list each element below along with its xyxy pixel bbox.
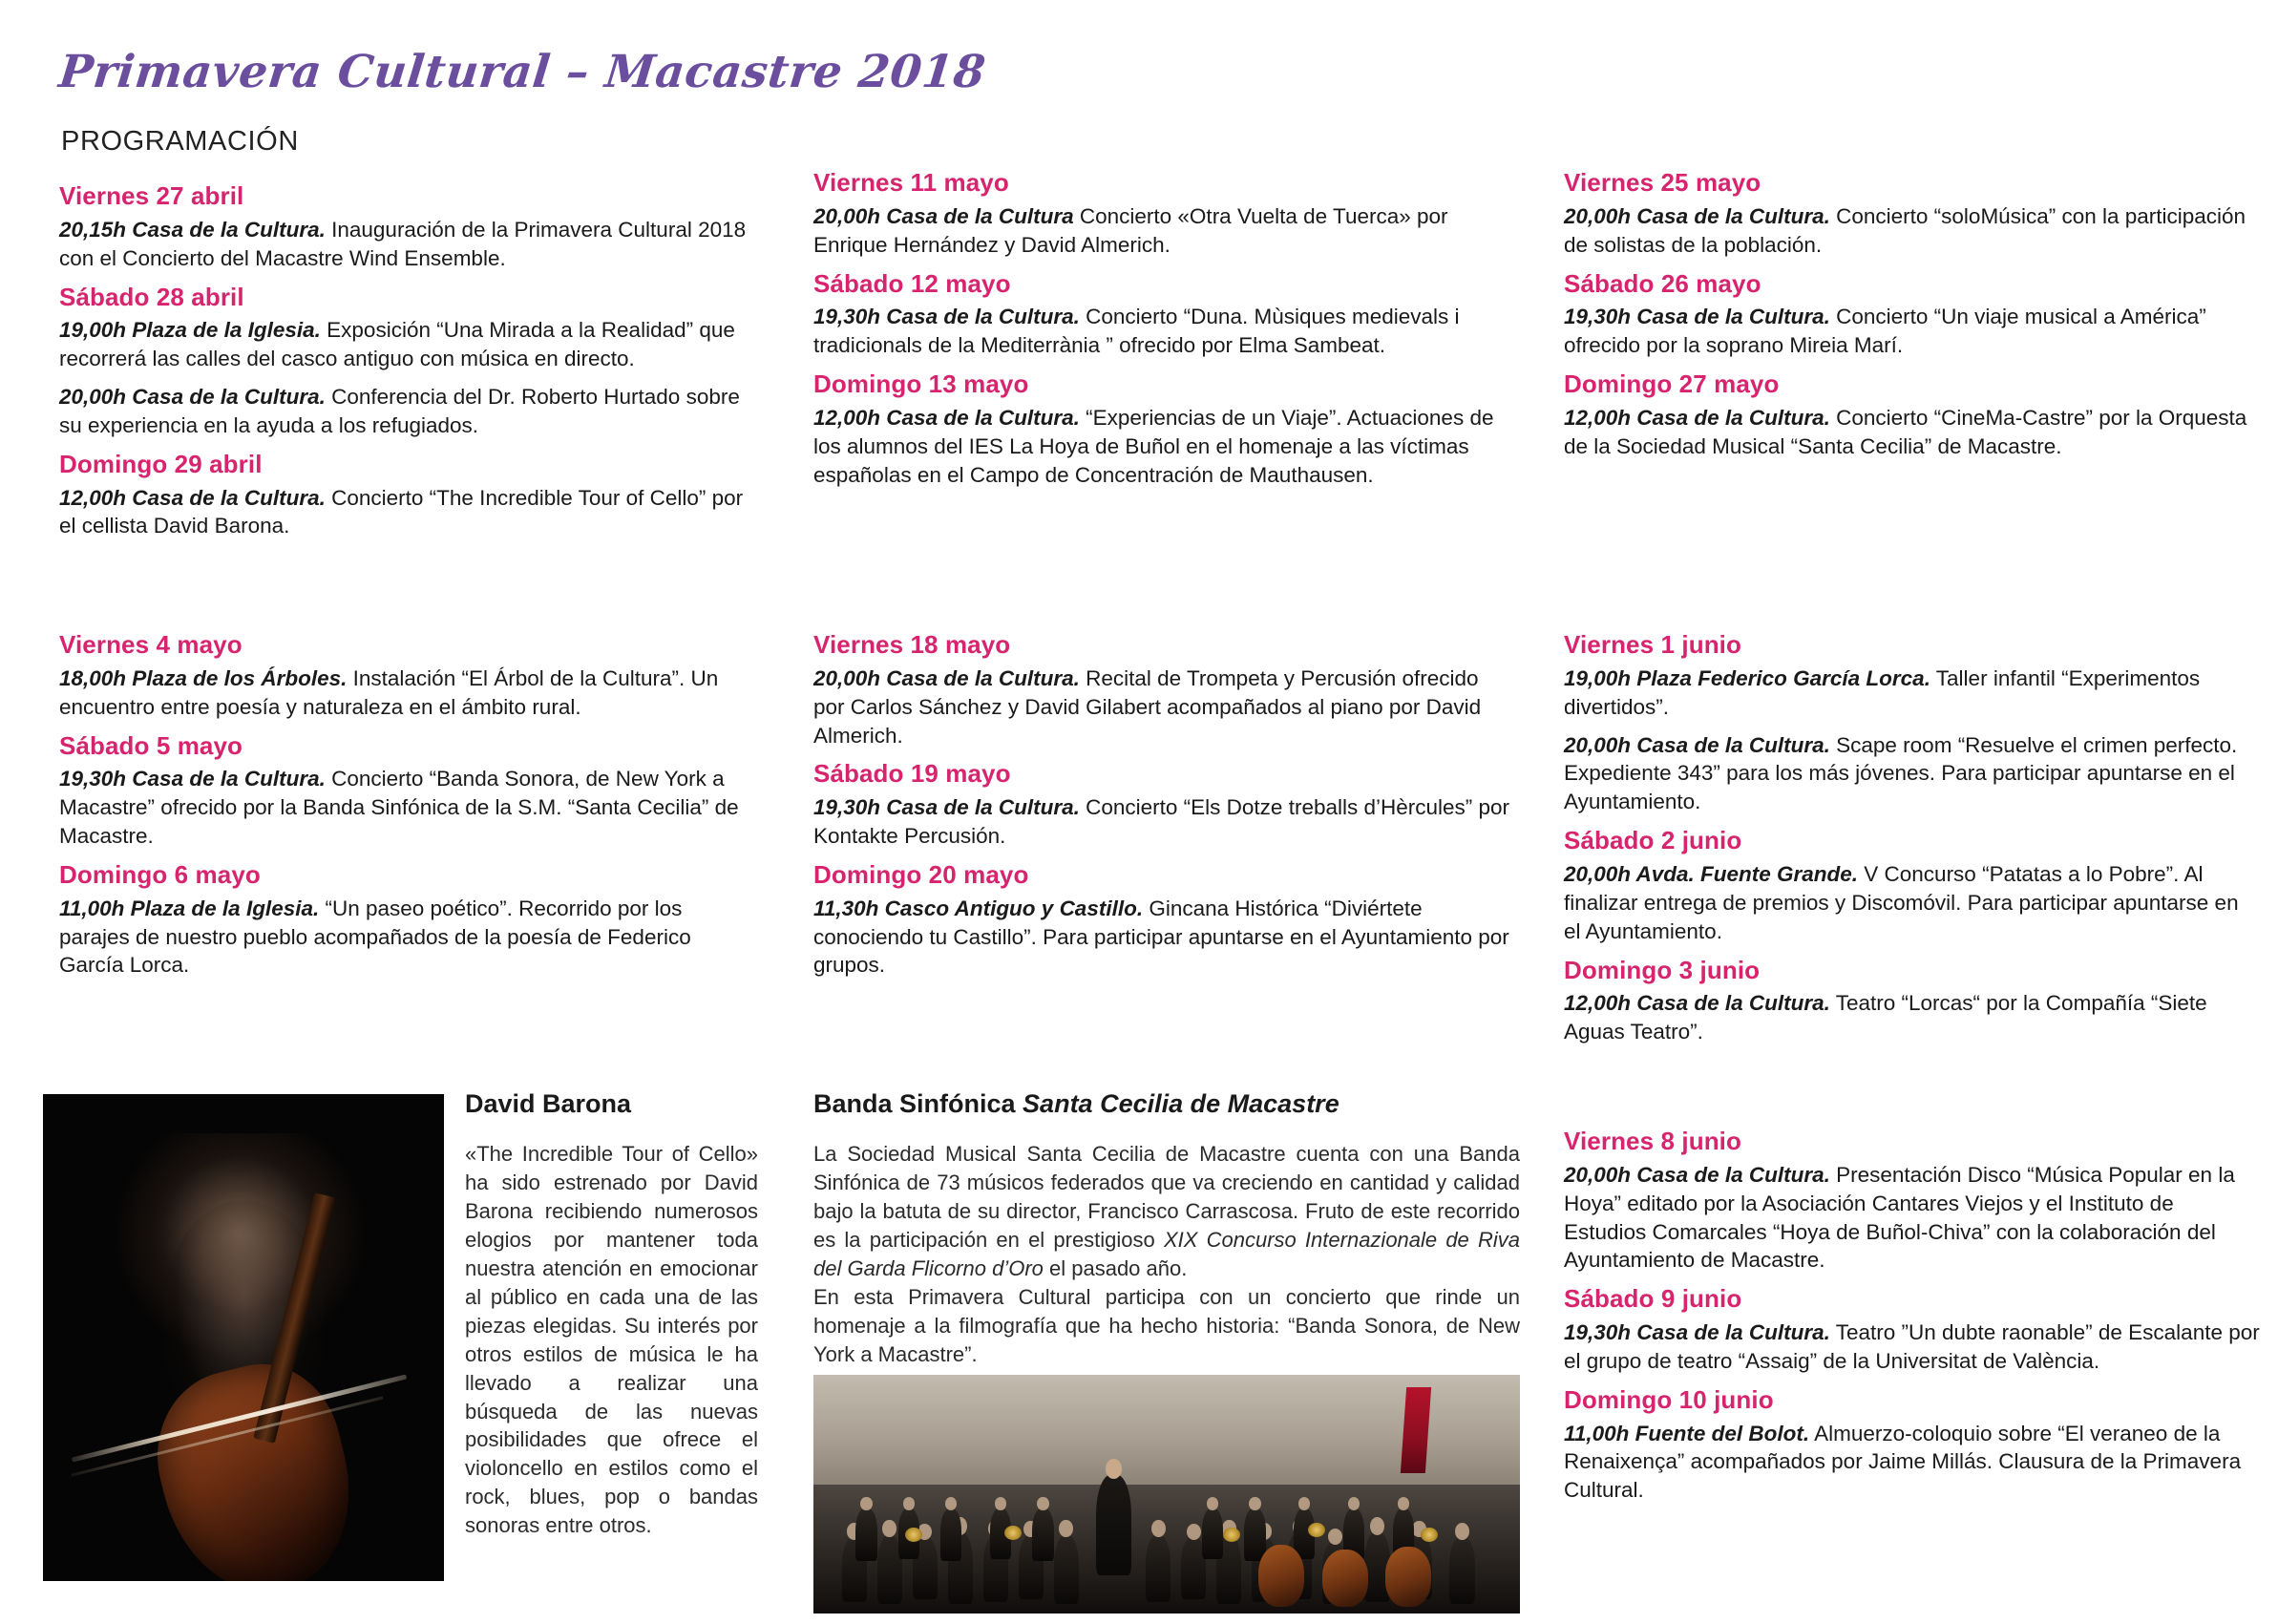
day-heading: Sábado 5 mayo [59,730,243,760]
day-heading: Viernes 25 mayo [1564,168,1761,197]
day-heading: Sábado 26 mayo [1564,268,1761,298]
event-entry [1564,664,2261,722]
event-description: Concierto «Otra Vuelta de Tuerca» por Enrique Hernández y David Almerich. [813,203,1448,257]
photo-musician [1032,1508,1053,1561]
event-time-venue: 19,00h Plaza Federico García Lorca. [1564,665,1930,690]
event-description: Concierto “CineMa-Castre” por la Orquesta de la Sociedad Musical “Santa Cecilia” de Macastre. [1564,405,2247,458]
event-time-venue: 19,30h Casa de la Cultura. [59,767,326,791]
day-heading: Viernes 4 mayo [59,630,243,659]
event-description: Exposición “Una Mirada a la Realidad” que recorrerá las calles del casco antiguo con música en directo. [59,318,735,371]
event-entry [1564,1161,2261,1276]
event-entry [813,793,1510,851]
photo-brass-instrument [1308,1523,1325,1537]
group-june-second [1564,1127,2261,1514]
event-description: Taller infantil “Experimentos divertidos”. [1564,665,2201,719]
feature-text-run: el pasado año. [1043,1256,1188,1281]
event-entry [59,216,756,273]
event-entry [1564,860,2261,946]
event-entry [1564,1318,2261,1376]
group-may-first [59,630,756,989]
event-entry [1564,404,2261,461]
day-heading: Domingo 3 junio [1564,955,1761,984]
feature-title-text: David Barona [465,1089,632,1118]
day-heading: Viernes 8 junio [1564,1127,1741,1155]
event-time-venue: 11,30h Casco Antiguo y Castillo. [813,896,1144,920]
day-heading: Viernes 27 abril [59,181,244,210]
event-entry [1564,202,2261,260]
feature-title [465,1088,758,1119]
event-time-venue: 20,00h Avda. Fuente Grande. [1564,861,1859,886]
event-description: V Concurso “Patatas a lo Pobre”. Al finalizar entrega de premios y Discomóvil. Para participar apuntarse en el Ayuntamiento. [1564,861,2239,943]
event-time-venue: 20,00h Casa de la Cultura. [1564,1162,1830,1187]
event-description: Concierto “Duna. Mùsiques medievals i tradicionals de la Mediterrània ” ofrecido por Elma Sambeat. [813,305,1460,358]
event-time-venue: 20,00h Casa de la Cultura. [59,385,326,410]
event-description: “Experiencias de un Viaje”. Actuaciones de los alumnos del IES La Hoya de Buñol en el homenaje a las víctimas españolas en el Campo de Concentración de Mauthausen. [813,405,1494,487]
group-may-second [813,168,1510,498]
day-heading: Sábado 12 mayo [813,268,1011,298]
event-description: Conferencia del Dr. Roberto Hurtado sobre su experiencia en la ayuda a los refugiados. [59,385,740,437]
event-time-venue: 11,00h Plaza de la Iglesia. [59,896,320,920]
event-entry [59,383,756,440]
day-heading: Domingo 10 junio [1564,1384,1774,1414]
event-entry [813,895,1510,981]
group-june-first [1564,630,2261,1056]
event-description: Teatro “Lorcas“ por la Compañía “Siete Aguas Teatro”. [1564,991,2207,1044]
event-description: Concierto “Un viaje musical a América” ofrecido por la soprano Mireia Marí. [1564,305,2206,358]
event-entry [59,765,756,851]
group-may-fourth [1564,168,2261,471]
event-time-venue: 12,00h Casa de la Cultura. [1564,405,1830,430]
feature-body [813,1140,1520,1368]
event-description: Instalación “El Árbol de la Cultura”. Un encuentro entre poesía y naturaleza en el ámbito rural. [59,665,719,719]
event-time-venue: 12,00h Casa de la Cultura. [1564,991,1830,1016]
event-time-venue: 20,00h Casa de la Cultura. [1564,203,1830,228]
photo-musician [1449,1537,1475,1604]
event-description: Concierto “soloMúsica” con la participación de solistas de la población. [1564,203,2246,257]
event-time-venue: 18,00h Plaza de los Árboles. [59,665,348,690]
event-entry [1564,731,2261,817]
event-entry [59,895,756,981]
feature-title-italic: Santa Cecilia de Macastre [1023,1089,1339,1118]
photo-musician [940,1508,961,1561]
feature-paragraph: En esta Primavera Cultural participa con un concierto que rinde un homenaje a la filmografía que ha hecho historia: “Banda Sonora, de New York a Macastre”. [813,1284,1520,1366]
day-heading: Viernes 18 mayo [813,630,1011,659]
event-description: Presentación Disco “Música Popular en la Hoya” editado por la Asociación Cantares Viejos y el Instituto de Estudios Comarcales “Hoya de Buñol-Chiva” con la colaboración del Ayuntamiento de Macastre. [1564,1162,2235,1273]
day-heading: Viernes 11 mayo [813,168,1009,197]
day-heading: Domingo 20 mayo [813,859,1029,889]
event-entry [59,316,756,373]
photo-cello-instrument [1322,1550,1368,1607]
event-entry [1564,303,2261,360]
event-description: “Un paseo poético”. Recorrido por los parajes de nuestro pueblo acompañados de la poesía de Federico García Lorca. [59,896,691,978]
event-time-venue: 19,30h Casa de la Cultura. [1564,1320,1830,1345]
photo-musician [1146,1535,1171,1602]
event-time-venue: 11,00h Fuente del Bolot. [1564,1421,1810,1445]
event-time-venue: 20,00h Casa de la Cultura. [1564,732,1830,757]
photo-musician [855,1508,876,1561]
event-entry [813,664,1510,750]
feature-david-barona [465,1088,758,1540]
feature-body [465,1140,758,1540]
feature-paragraph [813,1140,1520,1283]
event-description: Gincana Histórica “Diviértete conociendo tu Castillo”. Para participar apuntarse en el Ayuntamiento por grupos. [813,896,1509,978]
day-heading: Sábado 9 junio [1564,1284,1742,1314]
day-heading: Domingo 6 mayo [59,859,261,889]
feature-title-text: Banda Sinfónica [813,1089,1023,1118]
event-entry [59,664,756,722]
day-heading: Domingo 13 mayo [813,369,1029,399]
event-time-venue: 19,00h Plaza de la Iglesia. [59,318,321,343]
cellist-photo [43,1094,444,1581]
photo-brass-instrument [1004,1526,1022,1540]
feature-paragraph: «The Incredible Tour of Cello» ha sido estrenado por David Barona recibiendo numerosos elogios por mantener toda nuestra atención en emocionar al público en cada una de las piezas elegidas. Su interés por otros estilos de música le ha llevado a realizar una búsqueda de las nuevas posibilidades que ofrece el violoncello en estilos como el rock, blues, pop o bandas sonoras entre otros. [465,1142,758,1538]
photo-brass-instrument [1223,1528,1240,1542]
event-entry [1564,989,2261,1046]
day-heading: Domingo 29 abril [59,449,263,478]
photo-brass-instrument [905,1528,922,1542]
event-time-venue: 12,00h Casa de la Cultura. [813,405,1080,430]
group-april [59,181,756,550]
feature-text-run: La Sociedad Musical Santa Cecilia de Macastre cuenta con una Banda Sinfónica de 73 músicos federados que va creciendo en cantidad y calidad bajo la batuta de su director, Francisco Carrascosa. Fruto de este recorrido es la participación en el prestigioso [813,1142,1520,1253]
photo-cello-instrument [1385,1547,1431,1607]
day-heading: Sábado 19 mayo [813,759,1011,789]
event-time-venue: 20,00h Casa de la Cultura [813,203,1074,228]
photo-musician [1244,1508,1265,1561]
event-description: Scape room “Resuelve el crimen perfecto. Expediente 343” para los más jóvenes. Para participar apuntarse en el Ayuntamiento. [1564,732,2238,814]
event-description: Inauguración de la Primavera Cultural 2018 con el Concierto del Macastre Wind Ensemble. [59,217,747,270]
event-description: Concierto “Els Dotze treballs d’Hèrcules” por Kontakte Percusión. [813,795,1510,849]
event-description: Concierto “Banda Sonora, de New York a Macastre” ofrecido por la Banda Sinfónica de la S.M. “Santa Cecilia” de Macastre. [59,767,739,849]
feature-banda-sinfonica [813,1088,1520,1369]
event-entry [1564,1420,2261,1506]
event-entry [59,484,756,541]
day-heading: Sábado 2 junio [1564,826,1742,855]
section-subtitle: PROGRAMACIÓN [61,126,299,157]
event-description: Almuerzo-coloquio sobre “El veraneo de la Renaixença” acompañados por Jaime Millás. Clausura de la Primavera Cultural. [1564,1421,2242,1503]
photo-cello-instrument [1258,1545,1304,1607]
event-entry [813,202,1510,260]
event-time-venue: 19,30h Casa de la Cultura. [1564,305,1830,329]
event-description: Teatro ”Un dubte raonable” de Escalante por el grupo de teatro “Assaig” de la Universitat de València. [1564,1320,2260,1373]
feature-text-italic-run: XIX Concurso Internazionale de Riva del Garda Flicorno d’Oro [813,1228,1520,1281]
feature-title [813,1088,1520,1119]
photo-musician [1202,1508,1223,1559]
event-time-venue: 19,30h Casa de la Cultura. [813,795,1080,820]
event-entry [813,303,1510,360]
event-entry [813,404,1510,490]
day-heading: Sábado 28 abril [59,282,244,311]
event-description: Recital de Trompeta y Percusión ofrecido por Carlos Sánchez y David Gilabert acompañados al piano por David Almerich. [813,665,1482,748]
photo-musician [1054,1535,1080,1605]
photo-conductor [1096,1475,1131,1575]
event-time-venue: 19,30h Casa de la Cultura. [813,305,1080,329]
event-time-venue: 20,00h Casa de la Cultura. [813,665,1080,690]
event-time-venue: 20,15h Casa de la Cultura. [59,217,326,242]
group-may-third [813,630,1510,989]
page-title: Primavera Cultural – Macastre 2018 [56,46,988,98]
event-time-venue: 12,00h Casa de la Cultura. [59,485,326,510]
day-heading: Viernes 1 junio [1564,630,1741,659]
event-description: Concierto “The Incredible Tour of Cello” por el cellista David Barona. [59,485,744,538]
band-photo [813,1375,1520,1613]
day-heading: Domingo 27 mayo [1564,369,1780,399]
